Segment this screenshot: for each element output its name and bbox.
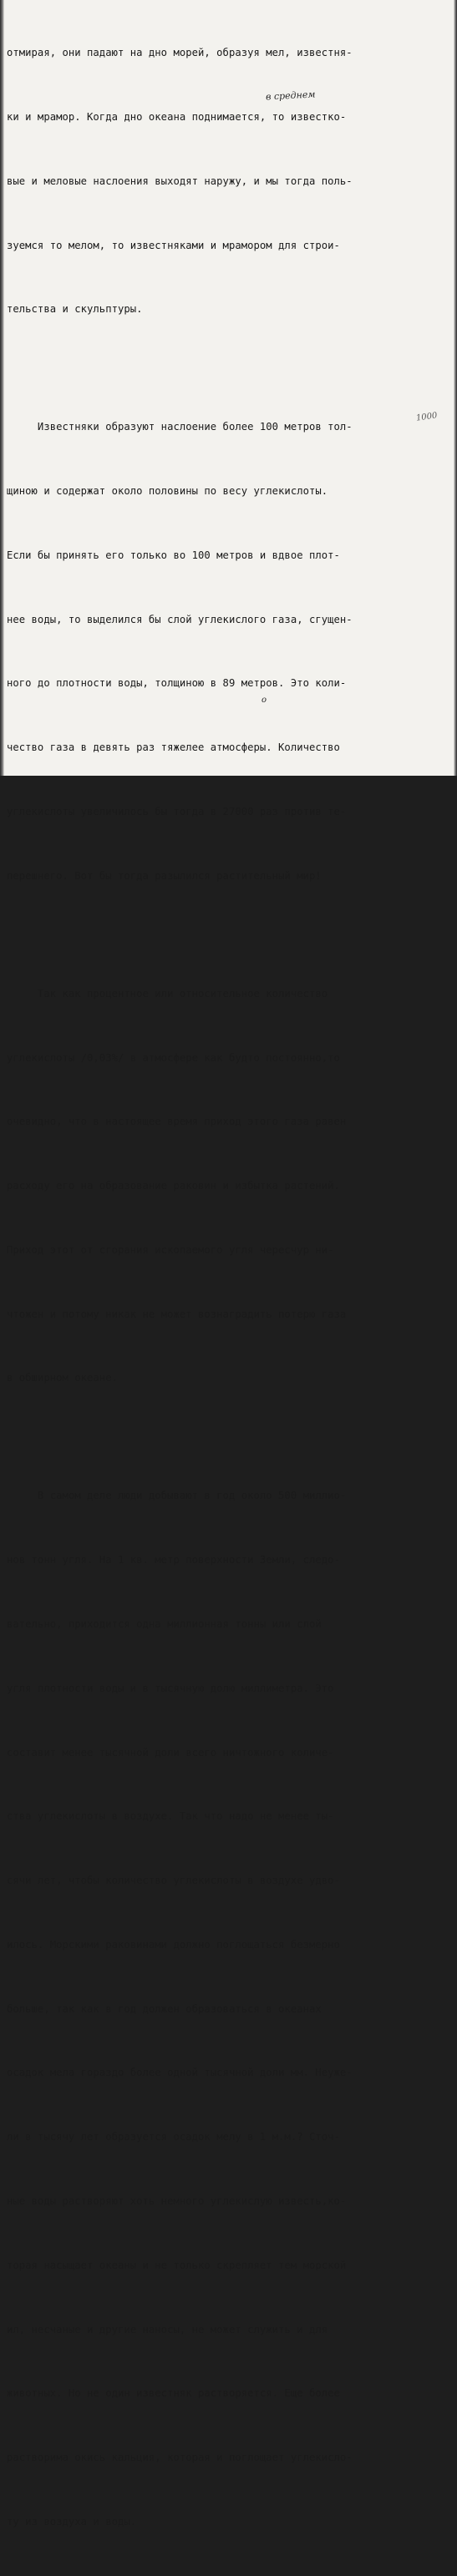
paragraph-gap [7, 363, 449, 374]
page-left-edge [0, 0, 4, 776]
text-line: составит менее тысячной доли всего ничтожного количе- [7, 1746, 334, 1759]
text-line: вые и меловые наслоения выходят наружу, и мы тогда поль- [7, 175, 353, 187]
text-line: ил, несчаные и другие наносы, не может служить и для [7, 2323, 328, 2336]
text-line: чтожен и потому никак не может вознаградить потерю газа [7, 1308, 347, 1320]
paragraph-gap [7, 930, 449, 941]
text-line: отмирая, они падают на дно морей, образуя мел, известня- [7, 47, 353, 59]
text-line: углекислоты /0,03%/ в атмосфере как будто постоянно,то [7, 1051, 340, 1064]
text-line: В самом деле люди добывают в год около 500 миллио- [7, 1490, 347, 1502]
text-line: очевидно, что в настоящее время приход этого газа равен [7, 1116, 347, 1128]
text-line: углекислоты увеличилось бы тогда в 27000 раз против те- [7, 805, 347, 817]
text-line: ные воды растворяют хоть немного углекислую известь,ко- [7, 2194, 347, 2207]
margin-annotation: 1000 [415, 411, 439, 423]
page-right-edge [454, 0, 457, 776]
text-line: ки и мрамор. Когда дно океана поднимается, то известко- [7, 110, 347, 123]
text-line: тельства и скульптуры. [7, 303, 143, 316]
handwritten-mark: о [262, 696, 267, 705]
text-line: перешнего. Вот бы тогда разылился растительный мир! [7, 869, 322, 882]
text-line: вательно, приходится одна миллионная тонны или слой [7, 1617, 322, 1630]
text-line: животных. Но не один известняк растворяется. Еще более [7, 2387, 340, 2400]
text-line: ного до плотности воды, толщиною в 89 метров. Это коли- [7, 677, 347, 690]
text-line: ства углекислоты в воздухе. Так что надо не менее ты- [7, 1810, 334, 1823]
text-line: сячи лет, чтобы количество углекислоты в воздухе удво- [7, 1875, 340, 1887]
paragraph-gap [7, 1432, 449, 1443]
text-line: нов тонн угля. На 1 кв. метр поверхности Земли, следо- [7, 1554, 340, 1566]
typewritten-text [7, 0, 449, 2576]
text-line: зуемся то мелом, то известняками и мрамором для строи- [7, 239, 340, 251]
text-line: в обширном океане. [7, 1372, 118, 1384]
text-line: нее воды, то выделился бы слой углекислого газа, сгущен- [7, 613, 353, 625]
text-line: ли в тысячу лет образуется осадок мелу в 1 м.м.? Сточ- [7, 2131, 340, 2143]
text-line: ту из воздуха и воды. [7, 2515, 137, 2528]
text-line: больше, так как в год должен образоваться в океанах [7, 2002, 322, 2015]
text-line: Известняки образуют наслоение более 100 метров тол- [7, 421, 353, 433]
text-line: чество газа в девять раз тяжелее атмосферы. Количество [7, 741, 340, 754]
text-line: угля плотности воды и в тысячную долю миллиметра. Это [7, 1682, 334, 1694]
text-line: Если бы принять его только во 100 метров и вдвое плот- [7, 549, 340, 561]
text-line: торая насыщает океаны и не только скрепляет тем морской [7, 2259, 347, 2271]
handwritten-annotation: в среднем [265, 89, 316, 103]
text-line: осадок мела гораздо более одной тысячной доли мм. Неуже- [7, 2067, 353, 2079]
text-line: илось. Морскими раковинами должно поглощаться безмерно [7, 1938, 340, 1951]
text-line: щиною и содержат около половины по весу углекислоты. [7, 485, 328, 498]
text-line: расходу его на образование раковин и избытка растений. [7, 1180, 340, 1192]
text-line: растворима окись кальция, которая и поглощает углекисло- [7, 2452, 353, 2464]
text-line: Приход этот от сгорания ископаемого угля чересчур ни- [7, 1243, 334, 1256]
text-line: Так как процентное или относительное количество [7, 987, 328, 1000]
